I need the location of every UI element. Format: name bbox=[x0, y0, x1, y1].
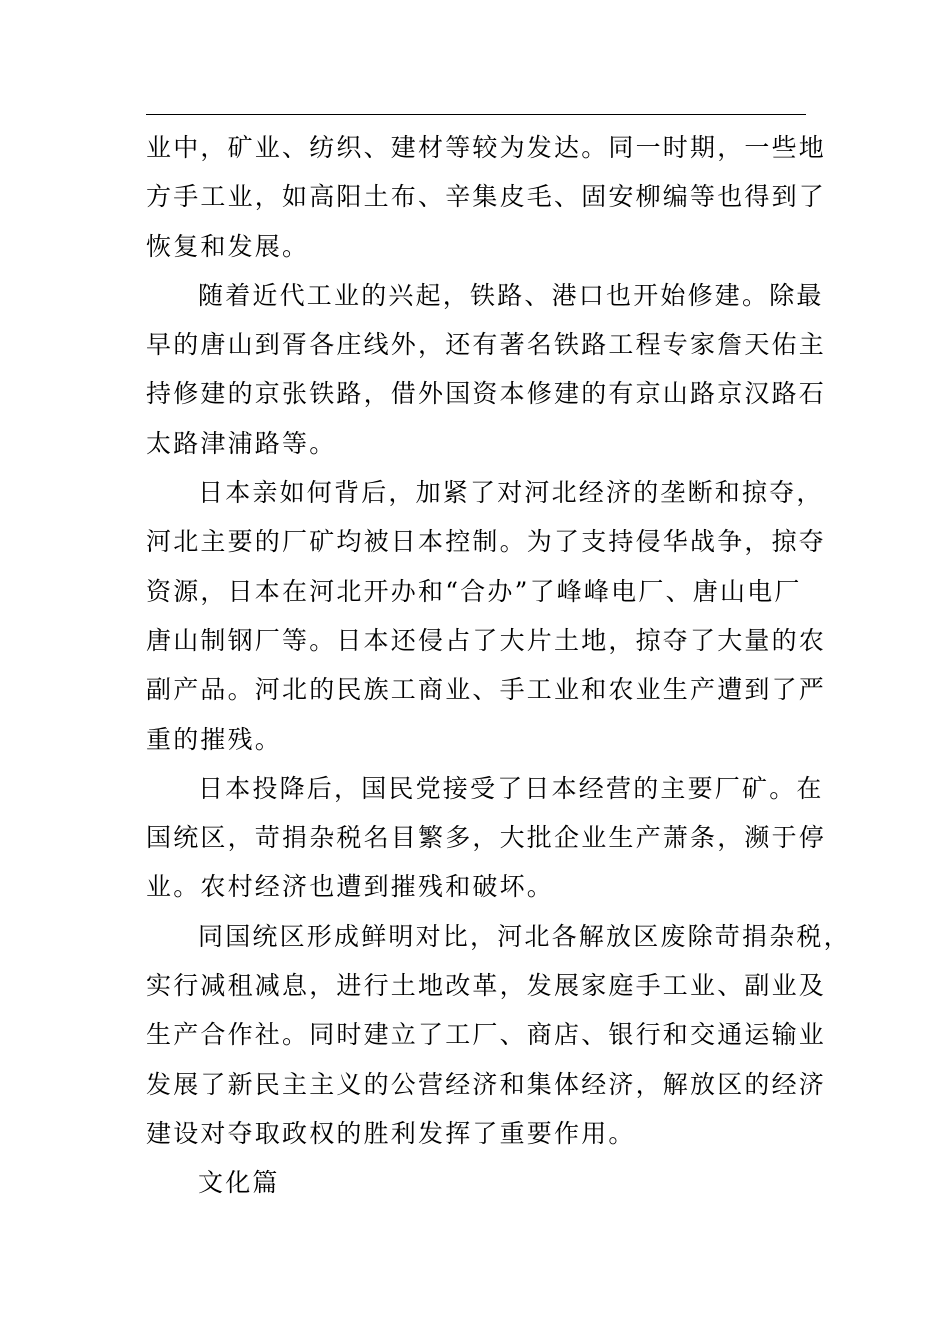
section-heading: 文化篇 bbox=[198, 1168, 280, 1198]
text-line: 重的摧残。 bbox=[146, 724, 283, 754]
text-line: 方手工业，如高阳土布、辛集皮毛、固安柳编等也得到了 bbox=[146, 182, 827, 212]
text-line: 生产合作社。同时建立了工厂、商店、银行和交通运输业 bbox=[146, 1020, 827, 1050]
paragraph-start-line: 同国统区形成鲜明对比，河北各解放区废除苛捐杂税， bbox=[198, 921, 851, 951]
text-line: 建设对夺取政权的胜利发挥了重要作用。 bbox=[146, 1118, 636, 1148]
header-rule bbox=[146, 114, 806, 115]
body-text bbox=[146, 123, 851, 1208]
paragraph-start-line: 随着近代工业的兴起，铁路、港口也开始修建。除最 bbox=[198, 280, 824, 310]
text-line: 太路津浦路等。 bbox=[146, 428, 337, 458]
text-line: 恢复和发展。 bbox=[146, 231, 310, 261]
text-line: 持修建的京张铁路，借外国资本修建的有京山路京汉路石 bbox=[146, 379, 827, 409]
paragraph-start-line: 日本投降后，国民党接受了日本经营的主要厂矿。在 bbox=[198, 773, 824, 803]
text-line: 发展了新民主主义的公营经济和集体经济，解放区的经济 bbox=[146, 1069, 827, 1099]
text-line: 实行减租减息，进行土地改革，发展家庭手工业、副业及 bbox=[146, 971, 827, 1001]
text-line: 早的唐山到胥各庄线外，还有著名铁路工程专家詹天佑主 bbox=[146, 330, 827, 360]
paragraph-start-line: 日本亲如何背后，加紧了对河北经济的垄断和掠夺， bbox=[198, 478, 824, 508]
text-line: 资源，日本在河北开办和“合办”了峰峰电厂、唐山电厂 bbox=[146, 576, 802, 606]
text-line: 国统区，苛捐杂税名目繁多，大批企业生产萧条，濒于停 bbox=[146, 823, 827, 853]
text-line: 唐山制钢厂等。日本还侵占了大片土地，掠夺了大量的农 bbox=[146, 625, 827, 655]
text-line: 河北主要的厂矿均被日本控制。为了支持侵华战争，掠夺 bbox=[146, 527, 827, 557]
text-line: 业中，矿业、纺织、建材等较为发达。同一时期，一些地 bbox=[146, 133, 827, 162]
text-line: 副产品。河北的民族工商业、手工业和农业生产遭到了严 bbox=[146, 675, 827, 705]
text-line: 业。农村经济也遭到摧残和破坏。 bbox=[146, 872, 555, 902]
